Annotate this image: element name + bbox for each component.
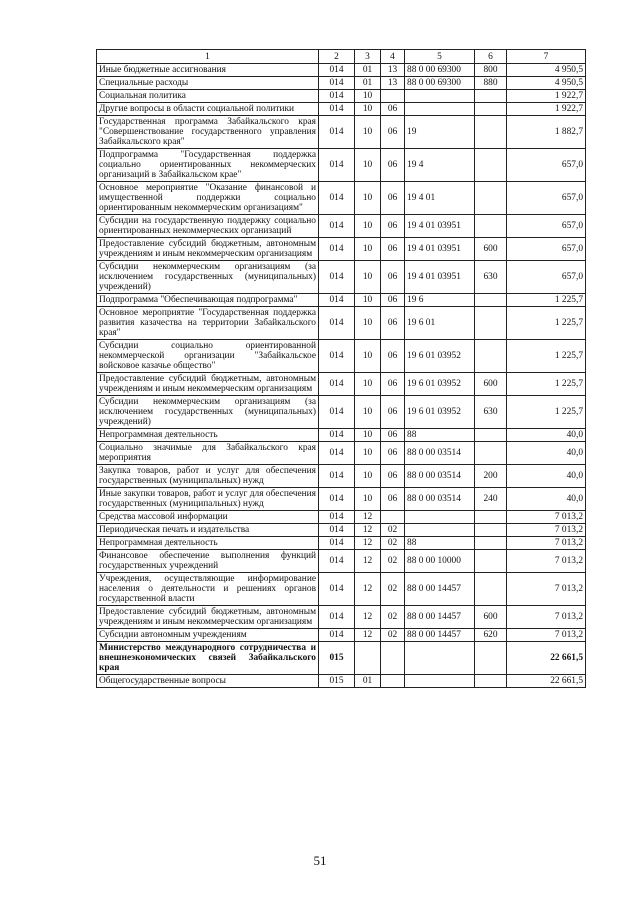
subsection-code-cell: 06 (381, 261, 405, 294)
expense-type-cell (475, 340, 507, 373)
gr-code-cell: 014 (319, 149, 355, 182)
subsection-code-cell: 06 (381, 442, 405, 465)
expense-type-cell (475, 149, 507, 182)
gr-code-cell: 014 (319, 488, 355, 511)
table-row (97, 373, 586, 396)
gr-code-cell: 014 (319, 116, 355, 149)
table-row (97, 524, 586, 537)
section-code-cell: 10 (355, 116, 381, 149)
subsection-code-cell: 06 (381, 465, 405, 488)
target-article-cell: 88 0 00 03514 (405, 465, 475, 488)
section-code-cell: 12 (355, 537, 381, 550)
section-code-cell: 01 (355, 64, 381, 77)
row-name-cell: Специальные расходы (97, 77, 319, 90)
header-cell: 1 (97, 50, 319, 64)
table-row (97, 642, 586, 675)
subsection-code-cell: 02 (381, 573, 405, 606)
expense-type-cell: 630 (475, 396, 507, 429)
target-article-cell (405, 103, 475, 116)
gr-code-cell: 014 (319, 238, 355, 261)
gr-code-cell: 014 (319, 307, 355, 340)
expense-type-cell (475, 182, 507, 215)
amount-cell: 40,0 (507, 465, 586, 488)
table-row (97, 149, 586, 182)
amount-cell: 657,0 (507, 238, 586, 261)
table-row (97, 550, 586, 573)
amount-cell: 7 013,2 (507, 537, 586, 550)
section-code-cell: 12 (355, 511, 381, 524)
target-article-cell (405, 524, 475, 537)
expense-type-cell (475, 524, 507, 537)
target-article-cell: 88 0 00 69300 (405, 64, 475, 77)
amount-cell: 40,0 (507, 442, 586, 465)
subsection-code-cell: 06 (381, 149, 405, 182)
gr-code-cell: 014 (319, 90, 355, 103)
amount-cell: 1 922,7 (507, 103, 586, 116)
row-name-cell: Иные бюджетные ассигнования (97, 64, 319, 77)
target-article-cell: 19 4 (405, 149, 475, 182)
amount-cell: 1 225,7 (507, 373, 586, 396)
section-code-cell: 10 (355, 294, 381, 307)
row-name-cell: Подпрограмма "Государственная поддержка социально ориентированных некоммерческих организаций в Забайкальском крае" (97, 149, 319, 182)
target-article-cell: 88 0 00 69300 (405, 77, 475, 90)
section-code-cell: 12 (355, 524, 381, 537)
gr-code-cell: 014 (319, 396, 355, 429)
section-code-cell: 10 (355, 429, 381, 442)
row-name-cell: Подпрограмма "Обеспечивающая подпрограмма" (97, 294, 319, 307)
subsection-code-cell: 13 (381, 77, 405, 90)
section-code-cell: 10 (355, 373, 381, 396)
section-code-cell: 10 (355, 396, 381, 429)
subsection-code-cell: 06 (381, 396, 405, 429)
table-row (97, 675, 586, 688)
amount-cell: 4 950,5 (507, 77, 586, 90)
subsection-code-cell (381, 90, 405, 103)
table-row (97, 511, 586, 524)
table-row (97, 116, 586, 149)
expense-type-cell (475, 537, 507, 550)
row-name-cell: Общегосударственные вопросы (97, 675, 319, 688)
gr-code-cell: 014 (319, 524, 355, 537)
gr-code-cell: 014 (319, 550, 355, 573)
header-cell: 7 (507, 50, 586, 64)
target-article-cell: 88 0 00 14457 (405, 629, 475, 642)
expense-type-cell (475, 116, 507, 149)
amount-cell: 1 225,7 (507, 307, 586, 340)
header-cell: 4 (381, 50, 405, 64)
header-cell: 6 (475, 50, 507, 64)
target-article-cell (405, 511, 475, 524)
target-article-cell: 88 0 00 14457 (405, 573, 475, 606)
section-code-cell (355, 642, 381, 675)
gr-code-cell: 014 (319, 373, 355, 396)
subsection-code-cell: 06 (381, 488, 405, 511)
amount-cell: 657,0 (507, 215, 586, 238)
row-name-cell: Предоставление субсидий бюджетным, автономным учреждениям и иным некоммерческим организациям (97, 373, 319, 396)
amount-cell: 22 661,5 (507, 675, 586, 688)
gr-code-cell: 014 (319, 573, 355, 606)
row-name-cell: Субсидии некоммерческим организациям (за исключением государственных (муниципальных) учреждений) (97, 396, 319, 429)
row-name-cell: Социально значимые для Забайкальского края мероприятия (97, 442, 319, 465)
table-row (97, 64, 586, 77)
expense-type-cell (475, 215, 507, 238)
table-row (97, 182, 586, 215)
subsection-code-cell: 06 (381, 307, 405, 340)
target-article-cell: 19 6 (405, 294, 475, 307)
subsection-code-cell: 06 (381, 429, 405, 442)
amount-cell: 22 661,5 (507, 642, 586, 675)
gr-code-cell: 015 (319, 642, 355, 675)
section-code-cell: 10 (355, 465, 381, 488)
section-code-cell: 10 (355, 488, 381, 511)
row-name-cell: Закупка товаров, работ и услуг для обеспечения государственных (муниципальных) нужд (97, 465, 319, 488)
row-name-cell: Субсидии автономным учреждениям (97, 629, 319, 642)
subsection-code-cell (381, 511, 405, 524)
row-name-cell: Основное мероприятие "Оказание финансовой и имущественной поддержки социально ориентированным некоммерческим организациям" (97, 182, 319, 215)
row-name-cell: Государственная программа Забайкальского края "Совершенствование государственного управления Забайкальского края" (97, 116, 319, 149)
subsection-code-cell (381, 675, 405, 688)
expense-type-cell: 630 (475, 261, 507, 294)
table-row (97, 215, 586, 238)
expense-type-cell: 620 (475, 629, 507, 642)
row-name-cell: Предоставление субсидий бюджетным, автономным учреждениям и иным некоммерческим организациям (97, 238, 319, 261)
expense-type-cell: 200 (475, 465, 507, 488)
row-name-cell: Непрограммная деятельность (97, 429, 319, 442)
gr-code-cell: 014 (319, 629, 355, 642)
row-name-cell: Финансовое обеспечение выполнения функций государственных учреждений (97, 550, 319, 573)
subsection-code-cell: 02 (381, 550, 405, 573)
table-row (97, 488, 586, 511)
row-name-cell: Средства массовой информации (97, 511, 319, 524)
subsection-code-cell: 06 (381, 238, 405, 261)
table-row (97, 261, 586, 294)
section-code-cell: 12 (355, 606, 381, 629)
table-row (97, 307, 586, 340)
target-article-cell: 19 4 01 03951 (405, 261, 475, 294)
amount-cell: 657,0 (507, 149, 586, 182)
row-name-cell: Непрограммная деятельность (97, 537, 319, 550)
table-row (97, 77, 586, 90)
amount-cell: 1 225,7 (507, 340, 586, 373)
target-article-cell: 19 4 01 03951 (405, 215, 475, 238)
table-row (97, 103, 586, 116)
gr-code-cell: 014 (319, 465, 355, 488)
expense-type-cell (475, 294, 507, 307)
gr-code-cell: 014 (319, 294, 355, 307)
budget-table (96, 49, 586, 688)
expense-type-cell: 600 (475, 373, 507, 396)
table-row (97, 606, 586, 629)
row-name-cell: Социальная политика (97, 90, 319, 103)
amount-cell: 7 013,2 (507, 511, 586, 524)
expense-type-cell (475, 511, 507, 524)
section-code-cell: 10 (355, 307, 381, 340)
target-article-cell: 88 (405, 537, 475, 550)
gr-code-cell: 014 (319, 77, 355, 90)
expense-type-cell: 240 (475, 488, 507, 511)
section-code-cell: 10 (355, 261, 381, 294)
subsection-code-cell: 06 (381, 182, 405, 215)
expense-type-cell (475, 642, 507, 675)
amount-cell: 1 225,7 (507, 294, 586, 307)
target-article-cell: 19 4 01 03951 (405, 238, 475, 261)
table-row (97, 90, 586, 103)
gr-code-cell: 014 (319, 442, 355, 465)
page-number: 51 (313, 853, 327, 868)
subsection-code-cell: 13 (381, 64, 405, 77)
row-name-cell: Субсидии социально ориентированной некоммерческой организации "Забайкальское войсковое казачье общество" (97, 340, 319, 373)
gr-code-cell: 015 (319, 675, 355, 688)
expense-type-cell (475, 442, 507, 465)
section-code-cell: 12 (355, 629, 381, 642)
expense-type-cell: 800 (475, 64, 507, 77)
target-article-cell: 88 0 00 10000 (405, 550, 475, 573)
expense-type-cell: 880 (475, 77, 507, 90)
subsection-code-cell: 02 (381, 524, 405, 537)
section-code-cell: 12 (355, 550, 381, 573)
row-name-cell: Министерство международного сотрудничества и внешнеэкономических связей Забайкальского края (97, 642, 319, 675)
amount-cell: 7 013,2 (507, 606, 586, 629)
table-row (97, 429, 586, 442)
target-article-cell: 19 6 01 03952 (405, 396, 475, 429)
table-row (97, 465, 586, 488)
section-code-cell: 10 (355, 442, 381, 465)
amount-cell: 1 922,7 (507, 90, 586, 103)
target-article-cell: 88 0 00 14457 (405, 606, 475, 629)
gr-code-cell: 014 (319, 340, 355, 373)
target-article-cell: 19 4 01 (405, 182, 475, 215)
expense-type-cell (475, 429, 507, 442)
table-row (97, 537, 586, 550)
table-row (97, 340, 586, 373)
section-code-cell: 10 (355, 238, 381, 261)
section-code-cell: 01 (355, 77, 381, 90)
amount-cell: 1 225,7 (507, 396, 586, 429)
section-code-cell: 10 (355, 90, 381, 103)
subsection-code-cell: 02 (381, 606, 405, 629)
gr-code-cell: 014 (319, 103, 355, 116)
section-code-cell: 10 (355, 340, 381, 373)
target-article-cell: 19 6 01 (405, 307, 475, 340)
target-article-cell: 19 6 01 03952 (405, 373, 475, 396)
expense-type-cell (475, 90, 507, 103)
row-name-cell: Субсидии на государственную поддержку социально ориентированных некоммерческих организаций (97, 215, 319, 238)
subsection-code-cell: 06 (381, 103, 405, 116)
row-name-cell: Другие вопросы в области социальной политики (97, 103, 319, 116)
expense-type-cell (475, 307, 507, 340)
amount-cell: 40,0 (507, 429, 586, 442)
expense-type-cell (475, 103, 507, 116)
subsection-code-cell (381, 642, 405, 675)
section-code-cell: 10 (355, 149, 381, 182)
table-row (97, 294, 586, 307)
target-article-cell (405, 90, 475, 103)
amount-cell: 657,0 (507, 261, 586, 294)
target-article-cell (405, 642, 475, 675)
row-name-cell: Основное мероприятие "Государственная поддержка развития казачества на территории Забайкальского края" (97, 307, 319, 340)
target-article-cell: 88 0 00 03514 (405, 442, 475, 465)
subsection-code-cell: 02 (381, 537, 405, 550)
amount-cell: 7 013,2 (507, 524, 586, 537)
subsection-code-cell: 06 (381, 373, 405, 396)
amount-cell: 7 013,2 (507, 573, 586, 606)
header-cell: 3 (355, 50, 381, 64)
amount-cell: 7 013,2 (507, 550, 586, 573)
expense-type-cell: 600 (475, 606, 507, 629)
amount-cell: 657,0 (507, 182, 586, 215)
table-row (97, 238, 586, 261)
amount-cell: 4 950,5 (507, 64, 586, 77)
amount-cell: 7 013,2 (507, 629, 586, 642)
subsection-code-cell: 02 (381, 629, 405, 642)
row-name-cell: Предоставление субсидий бюджетным, автономным учреждениям и иным некоммерческим организациям (97, 606, 319, 629)
gr-code-cell: 014 (319, 215, 355, 238)
target-article-cell: 88 0 00 03514 (405, 488, 475, 511)
expense-type-cell (475, 550, 507, 573)
gr-code-cell: 014 (319, 429, 355, 442)
subsection-code-cell: 06 (381, 215, 405, 238)
row-name-cell: Учреждения, осуществляющие информирование населения о деятельности и решениях органов государственной власти (97, 573, 319, 606)
section-code-cell: 01 (355, 675, 381, 688)
target-article-cell: 88 (405, 429, 475, 442)
table-row (97, 396, 586, 429)
target-article-cell (405, 675, 475, 688)
gr-code-cell: 014 (319, 261, 355, 294)
section-code-cell: 10 (355, 103, 381, 116)
subsection-code-cell: 06 (381, 294, 405, 307)
table-row (97, 629, 586, 642)
header-cell: 2 (319, 50, 355, 64)
target-article-cell: 19 (405, 116, 475, 149)
gr-code-cell: 014 (319, 64, 355, 77)
gr-code-cell: 014 (319, 182, 355, 215)
target-article-cell: 19 6 01 03952 (405, 340, 475, 373)
expense-type-cell: 600 (475, 238, 507, 261)
gr-code-cell: 014 (319, 511, 355, 524)
row-name-cell: Иные закупки товаров, работ и услуг для обеспечения государственных (муниципальных) нужд (97, 488, 319, 511)
expense-type-cell (475, 675, 507, 688)
row-name-cell: Периодическая печать и издательства (97, 524, 319, 537)
row-name-cell: Субсидии некоммерческим организациям (за исключением государственных (муниципальных) учреждений) (97, 261, 319, 294)
section-code-cell: 12 (355, 573, 381, 606)
expense-type-cell (475, 573, 507, 606)
gr-code-cell: 014 (319, 537, 355, 550)
gr-code-cell: 014 (319, 606, 355, 629)
table-body (97, 64, 586, 688)
table-row (97, 442, 586, 465)
subsection-code-cell: 06 (381, 340, 405, 373)
table-row (97, 573, 586, 606)
table-header-row (97, 50, 586, 64)
header-cell: 5 (405, 50, 475, 64)
section-code-cell: 10 (355, 215, 381, 238)
subsection-code-cell: 06 (381, 116, 405, 149)
amount-cell: 1 882,7 (507, 116, 586, 149)
section-code-cell: 10 (355, 182, 381, 215)
amount-cell: 40,0 (507, 488, 586, 511)
